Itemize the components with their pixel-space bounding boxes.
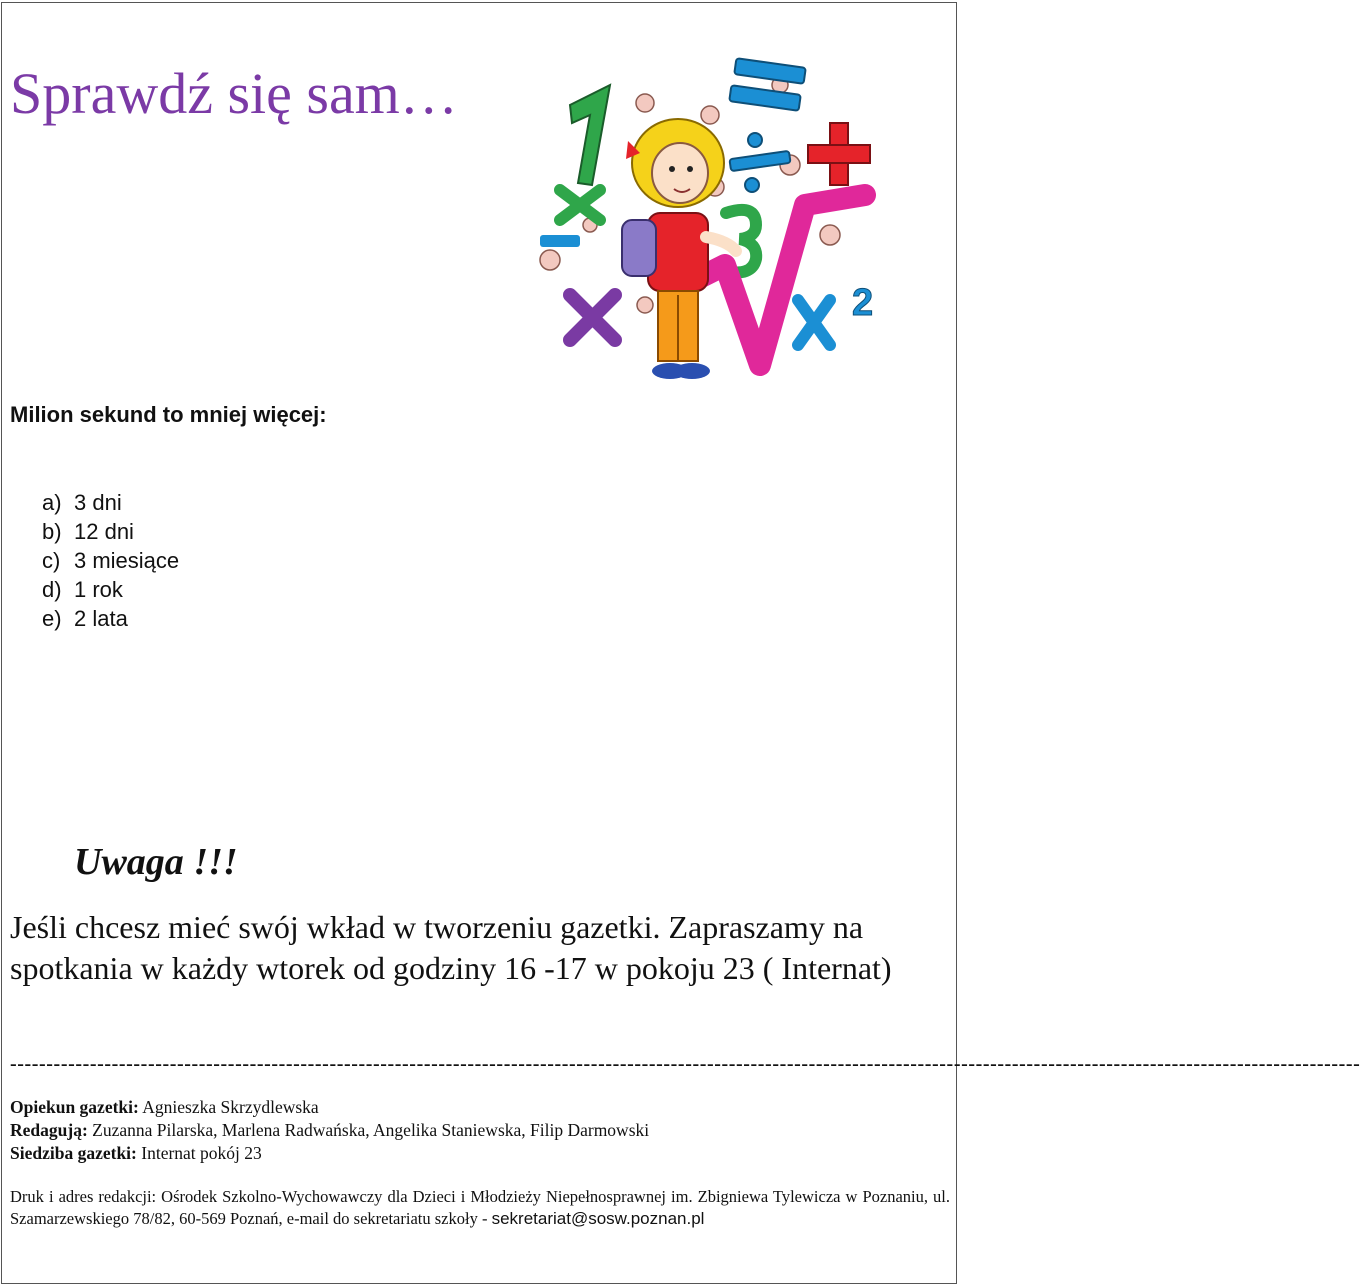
option-text: 12 dni xyxy=(74,519,134,544)
caretaker-label: Opiekun gazetki: xyxy=(10,1097,139,1117)
editors-line xyxy=(10,1119,649,1142)
green-times-shape xyxy=(560,190,600,220)
option-text: 3 dni xyxy=(74,490,122,515)
editors-names: Zuzanna Pilarska, Marlena Radwańska, Angelika Staniewska, Filip Darmowski xyxy=(92,1120,650,1140)
page-title: Sprawdź się sam… xyxy=(10,61,458,126)
seat-value: Internat pokój 23 xyxy=(141,1143,262,1163)
option-letter: a) xyxy=(42,490,62,515)
digit-one-shape xyxy=(570,85,610,185)
editors-label: Redagują: xyxy=(10,1120,88,1140)
staff-block xyxy=(10,1096,649,1165)
girl-figure xyxy=(622,119,736,379)
option-letter: b) xyxy=(42,519,62,544)
email-address: sekretariat@sosw.poznan.pl xyxy=(491,1209,705,1228)
x-squared-shape xyxy=(798,300,830,345)
footer-text: Druk i adres redakcji: Ośrodek Szkolno-Wychowawczy dla Dzieci i Młodzieży Niepełnosprawnej im. Zbigniewa Tylewicza w Poznaniu, ul. Szamarzewskiego 78/82, 60-569 Poznań, e-mail do sekretariatu szkoły - xyxy=(10,1187,950,1228)
red-plus-shape xyxy=(808,123,870,185)
blue-divide-shape xyxy=(729,133,790,192)
option-letter: d) xyxy=(42,577,62,602)
publisher-footer xyxy=(10,1186,950,1230)
option-text: 3 miesiące xyxy=(74,548,180,573)
answer-option xyxy=(42,488,179,517)
svg-text:2: 2 xyxy=(852,282,874,324)
blue-equals-shape xyxy=(729,58,806,111)
purple-times-shape xyxy=(570,295,615,340)
option-letter: e) xyxy=(42,606,62,631)
dashed-separator: ------------------------------------------------------------------------------------------------------------------------------------------------------------------------------------------ xyxy=(10,1053,1360,1075)
option-text: 2 lata xyxy=(74,606,128,631)
quiz-question: Milion sekund to mniej więcej: xyxy=(10,402,327,427)
notice-heading: Uwaga !!! xyxy=(74,841,238,883)
caretaker-line xyxy=(10,1096,649,1119)
notice-text: Jeśli chcesz mieć swój wkład w tworzeniu gazetki. Zapraszamy na spotkania w każdy wtorek od godziny 16 -17 w pokoju 23 ( Internat) xyxy=(10,909,892,986)
answer-options xyxy=(42,488,179,633)
math-girl-illustration xyxy=(530,45,890,390)
answer-option xyxy=(42,575,179,604)
caretaker-name: Agnieszka Skrzydlewska xyxy=(142,1097,319,1117)
answer-option xyxy=(42,517,179,546)
seat-label: Siedziba gazetki: xyxy=(10,1143,137,1163)
seat-line xyxy=(10,1142,649,1165)
option-letter: c) xyxy=(42,548,61,573)
blue-minus-shape xyxy=(540,235,580,247)
option-text: 1 rok xyxy=(74,577,123,602)
answer-option xyxy=(42,604,179,633)
root-symbol-shape xyxy=(695,195,865,365)
answer-option xyxy=(42,546,179,575)
